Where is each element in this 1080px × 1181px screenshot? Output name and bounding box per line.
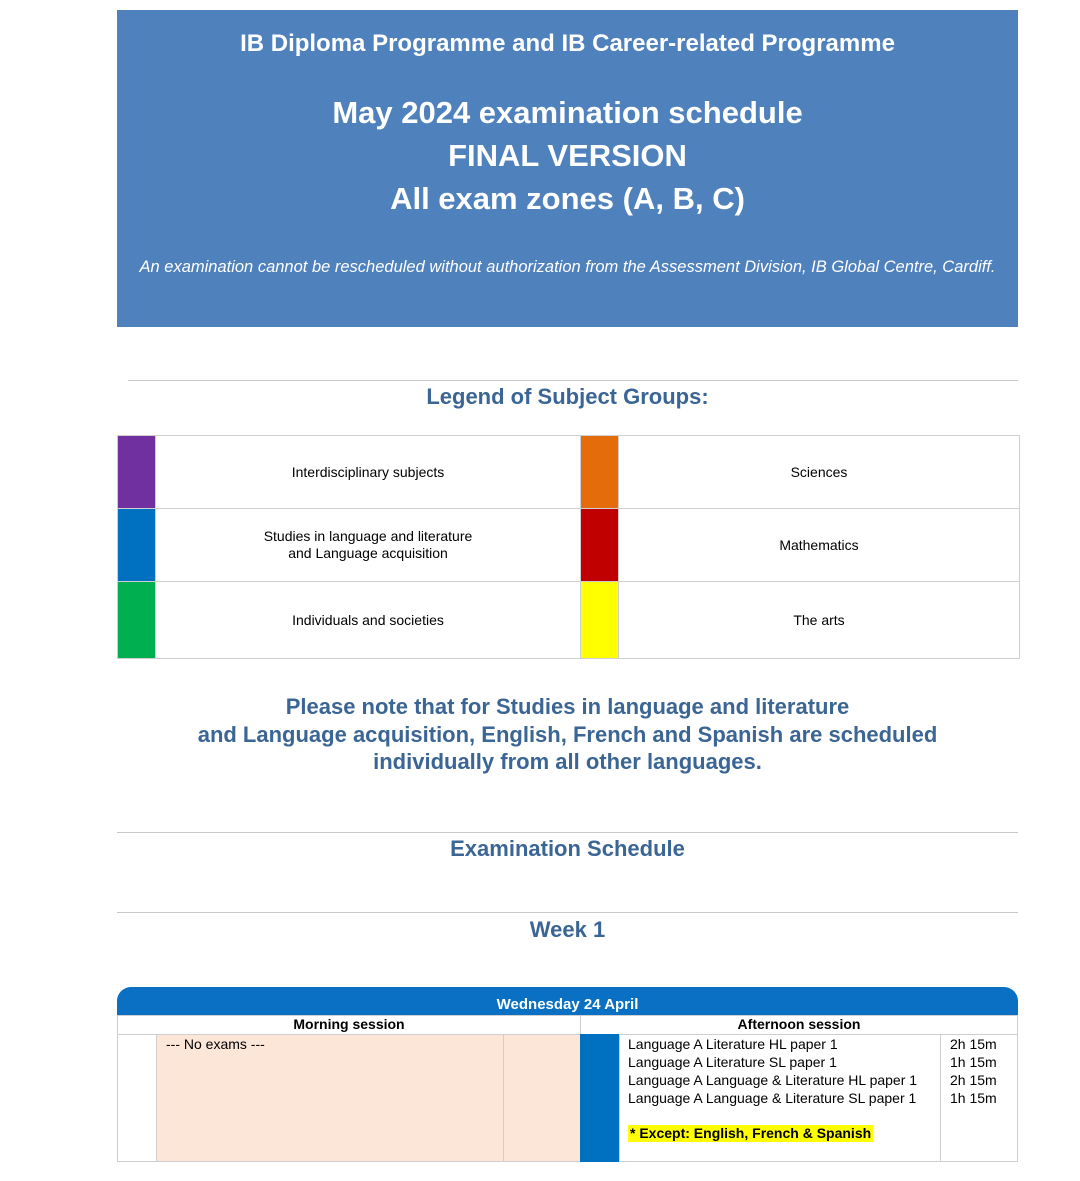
morning-duration-cell xyxy=(503,1034,581,1162)
version-title: FINAL VERSION xyxy=(448,138,687,173)
exam-duration: 1h 15m xyxy=(950,1054,997,1070)
morning-session-label: Morning session xyxy=(293,1016,405,1032)
legend-table xyxy=(117,435,1020,659)
exam-name: Language A Literature HL paper 1 xyxy=(628,1036,838,1052)
legend-label: Interdisciplinary subjects xyxy=(156,436,581,509)
no-exams-text: --- No exams --- xyxy=(166,1036,265,1052)
language-swatch xyxy=(118,509,156,582)
language-note-line: and Language acquisition, English, French and Spanish are scheduled xyxy=(197,721,938,747)
interdisciplinary-swatch xyxy=(118,436,156,509)
legend-label-line: and Language acquisition xyxy=(288,545,448,561)
exam-duration: 2h 15m xyxy=(950,1036,997,1052)
schedule-title: Examination Schedule xyxy=(450,836,685,861)
exam-name: Language A Language & Literature HL paper 1 xyxy=(628,1072,918,1088)
legend-label: Mathematics xyxy=(619,509,1020,582)
exam-duration: 1h 15m xyxy=(950,1090,997,1106)
language-note-line: Please note that for Studies in language and literature xyxy=(285,694,850,719)
divider xyxy=(117,832,1018,833)
reschedule-note: An examination cannot be rescheduled without authorization from the Assessment Division, IB Global Centre, Cardiff. xyxy=(139,258,996,276)
afternoon-session-label: Afternoon session xyxy=(737,1016,861,1032)
sciences-swatch xyxy=(581,436,619,509)
zones-title: All exam zones (A, B, C) xyxy=(390,181,745,216)
divider xyxy=(128,380,1018,381)
afternoon-group-color-cell xyxy=(580,1034,620,1162)
morning-group-cell xyxy=(117,1034,157,1162)
language-note-line: individually from all other languages. xyxy=(373,749,762,774)
schedule-title: May 2024 examination schedule xyxy=(332,95,803,130)
morning-exam-cell xyxy=(156,1034,504,1162)
legend-title: Legend of Subject Groups: xyxy=(426,384,709,409)
header-banner xyxy=(117,10,1018,327)
legend-label-line: Studies in language and literature xyxy=(263,528,473,544)
day-header: Wednesday 24 April xyxy=(117,987,1018,1015)
divider xyxy=(117,912,1018,913)
legend-label: The arts xyxy=(619,582,1020,659)
legend-label xyxy=(156,509,581,582)
language-note xyxy=(117,693,1018,776)
arts-swatch xyxy=(581,582,619,659)
exam-name: Language A Language & Literature SL paper 1 xyxy=(628,1090,917,1106)
exam-duration: 2h 15m xyxy=(950,1072,997,1088)
exception-note: * Except: English, French & Spanish xyxy=(630,1125,872,1141)
mathematics-swatch xyxy=(581,509,619,582)
individuals-societies-swatch xyxy=(118,582,156,659)
exam-name: Language A Literature SL paper 1 xyxy=(628,1054,837,1070)
legend-label: Individuals and societies xyxy=(156,582,581,659)
week-title: Week 1 xyxy=(529,917,606,942)
programme-title: IB Diploma Programme and IB Career-related Programme xyxy=(240,30,895,57)
legend-label: Sciences xyxy=(619,436,1020,509)
